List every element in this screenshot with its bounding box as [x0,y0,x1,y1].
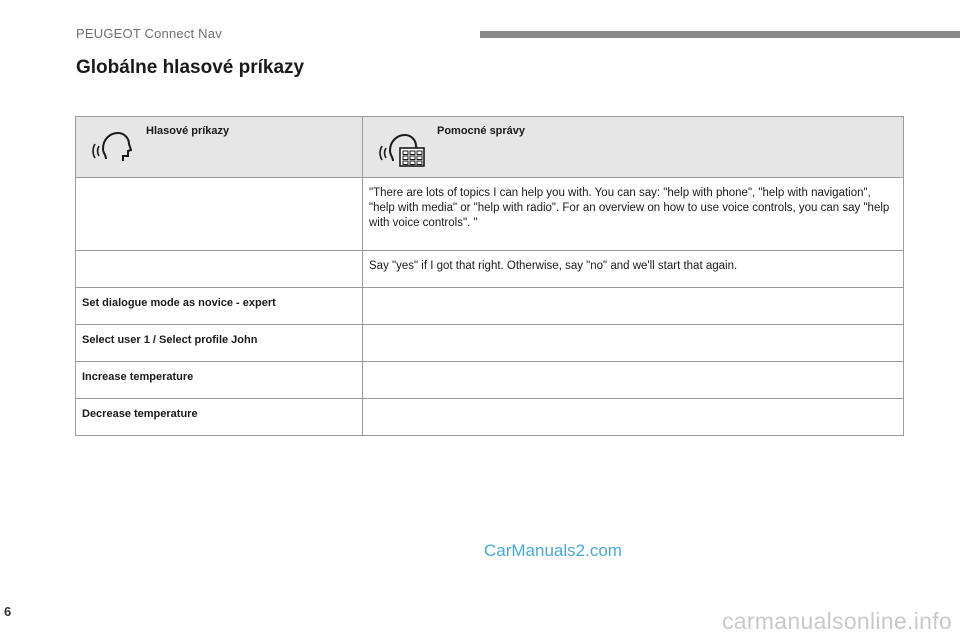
command-cell [76,178,363,251]
col-header-messages-label: Pomocné správy [437,125,526,137]
speaking-head-keypad-icon [379,125,427,167]
table-row [76,251,904,288]
watermark-url[interactable]: carmanualsonline.info [721,608,952,634]
table-row [76,362,904,399]
message-cell [363,325,904,362]
header-bar [480,31,960,38]
table-row [76,325,904,362]
message-cell: Say "yes" if I got that right. Otherwise, say "no" and we'll start that again. [363,251,904,288]
col-header-commands [76,117,363,178]
watermark-logo[interactable]: CarManuals2.com [484,541,622,560]
table-row [76,178,904,251]
speaking-head-icon [92,125,132,165]
table-header-row [76,117,904,178]
command-cell: Select user 1 / Select profile John [76,325,363,362]
voice-commands-table [75,116,904,436]
message-cell: "There are lots of topics I can help you with. You can say: "help with phone", "help with navigation", "help with media" or "help with radio". For an overview on how to use voice controls, you can say "help with voice controls". " [363,178,904,251]
page-number: 6 [4,604,12,619]
col-header-messages [363,117,904,178]
command-cell: Decrease temperature [76,399,363,436]
table-row [76,288,904,325]
message-cell [363,362,904,399]
command-cell: Set dialogue mode as novice - expert [76,288,363,325]
message-cell [363,399,904,436]
message-cell [363,288,904,325]
command-cell: Increase temperature [76,362,363,399]
header-title: PEUGEOT Connect Nav [76,26,222,41]
command-cell [76,251,363,288]
table-row [76,399,904,436]
col-header-commands-label: Hlasové príkazy [146,125,230,137]
page-title: Globálne hlasové príkazy [76,57,305,78]
